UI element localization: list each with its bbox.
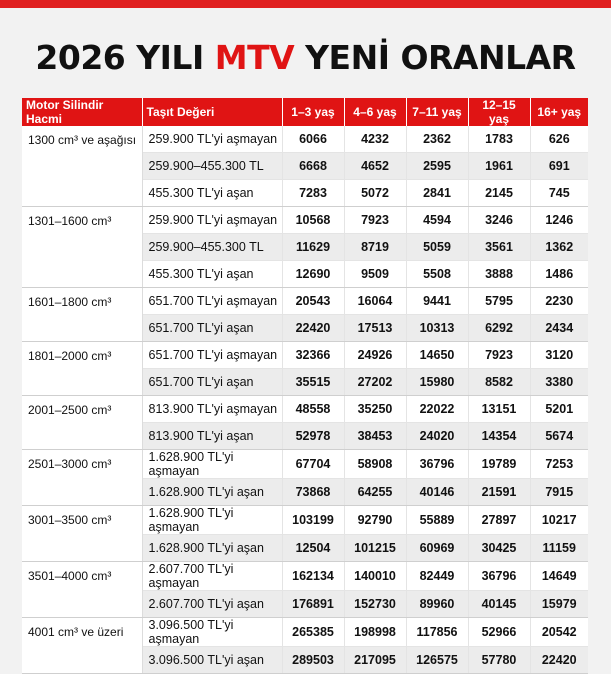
- engine-volume-cell: 4001 cm³ ve üzeri: [22, 618, 142, 674]
- header-age-16-plus: 16+ yaş: [530, 98, 588, 126]
- tax-amount-cell: 5795: [468, 288, 530, 315]
- tax-amount-cell: 103199: [282, 506, 344, 535]
- tax-amount-cell: 5072: [344, 180, 406, 207]
- tax-amount-cell: 15980: [406, 369, 468, 396]
- engine-volume-cell: 3501–4000 cm³: [22, 562, 142, 618]
- tax-amount-cell: 30425: [468, 535, 530, 562]
- tax-amount-cell: 36796: [468, 562, 530, 591]
- tax-amount-cell: 21591: [468, 479, 530, 506]
- tax-amount-cell: 20542: [530, 618, 588, 647]
- tax-amount-cell: 22420: [282, 315, 344, 342]
- tax-amount-cell: 58908: [344, 450, 406, 479]
- tax-amount-cell: 4652: [344, 153, 406, 180]
- tax-amount-cell: 11629: [282, 234, 344, 261]
- title-suffix: YENİ ORANLAR: [305, 38, 576, 77]
- tax-amount-cell: 52966: [468, 618, 530, 647]
- title-year: 2026 YILI: [35, 38, 204, 77]
- tax-amount-cell: 24926: [344, 342, 406, 369]
- tax-amount-cell: 82449: [406, 562, 468, 591]
- tax-amount-cell: 89960: [406, 591, 468, 618]
- engine-volume-cell: 3001–3500 cm³: [22, 506, 142, 562]
- tax-amount-cell: 12504: [282, 535, 344, 562]
- table-row: [22, 506, 588, 535]
- tax-amount-cell: 6066: [282, 126, 344, 153]
- vehicle-value-cell: 651.700 TL'yi aşmayan: [142, 288, 282, 315]
- tax-amount-cell: 101215: [344, 535, 406, 562]
- tax-amount-cell: 5059: [406, 234, 468, 261]
- header-age-1-3: 1–3 yaş: [282, 98, 344, 126]
- vehicle-value-cell: 651.700 TL'yi aşan: [142, 315, 282, 342]
- tax-amount-cell: 5508: [406, 261, 468, 288]
- tax-amount-cell: 176891: [282, 591, 344, 618]
- tax-amount-cell: 117856: [406, 618, 468, 647]
- tax-amount-cell: 6668: [282, 153, 344, 180]
- table-row: [22, 288, 588, 315]
- tax-amount-cell: 265385: [282, 618, 344, 647]
- header-age-4-6: 4–6 yaş: [344, 98, 406, 126]
- tax-amount-cell: 12690: [282, 261, 344, 288]
- tax-amount-cell: 217095: [344, 647, 406, 674]
- tax-amount-cell: 1486: [530, 261, 588, 288]
- engine-volume-cell: 1300 cm³ ve aşağısı: [22, 126, 142, 207]
- tax-amount-cell: 745: [530, 180, 588, 207]
- table-row: [22, 396, 588, 423]
- vehicle-value-cell: 455.300 TL'yi aşan: [142, 261, 282, 288]
- tax-amount-cell: 27202: [344, 369, 406, 396]
- tax-amount-cell: 67704: [282, 450, 344, 479]
- tax-amount-cell: 22022: [406, 396, 468, 423]
- tax-amount-cell: 27897: [468, 506, 530, 535]
- tax-amount-cell: 2595: [406, 153, 468, 180]
- tax-amount-cell: 1783: [468, 126, 530, 153]
- vehicle-value-cell: 651.700 TL'yi aşan: [142, 369, 282, 396]
- tax-amount-cell: 52978: [282, 423, 344, 450]
- engine-volume-cell: 2001–2500 cm³: [22, 396, 142, 450]
- table-row: [22, 342, 588, 369]
- tax-amount-cell: 1246: [530, 207, 588, 234]
- tax-amount-cell: 38453: [344, 423, 406, 450]
- tax-amount-cell: 7253: [530, 450, 588, 479]
- vehicle-value-cell: 1.628.900 TL'yi aşan: [142, 535, 282, 562]
- tax-amount-cell: 289503: [282, 647, 344, 674]
- tax-amount-cell: 3380: [530, 369, 588, 396]
- tax-amount-cell: 11159: [530, 535, 588, 562]
- tax-amount-cell: 4232: [344, 126, 406, 153]
- tax-amount-cell: 2230: [530, 288, 588, 315]
- table-row: [22, 450, 588, 479]
- page-title: [0, 38, 611, 77]
- vehicle-value-cell: 259.900 TL'yi aşmayan: [142, 126, 282, 153]
- tax-amount-cell: 55889: [406, 506, 468, 535]
- tax-amount-cell: 3888: [468, 261, 530, 288]
- tax-amount-cell: 626: [530, 126, 588, 153]
- tax-amount-cell: 198998: [344, 618, 406, 647]
- vehicle-value-cell: 259.900–455.300 TL: [142, 153, 282, 180]
- mtv-rate-table: [22, 98, 588, 674]
- tax-amount-cell: 2434: [530, 315, 588, 342]
- tax-amount-cell: 14650: [406, 342, 468, 369]
- vehicle-value-cell: 2.607.700 TL'yi aşmayan: [142, 562, 282, 591]
- tax-amount-cell: 36796: [406, 450, 468, 479]
- engine-volume-cell: 2501–3000 cm³: [22, 450, 142, 506]
- tax-amount-cell: 9509: [344, 261, 406, 288]
- table-row: [22, 618, 588, 647]
- tax-amount-cell: 19789: [468, 450, 530, 479]
- tax-amount-cell: 9441: [406, 288, 468, 315]
- table-row: [22, 562, 588, 591]
- tax-amount-cell: 40146: [406, 479, 468, 506]
- tax-amount-cell: 14649: [530, 562, 588, 591]
- vehicle-value-cell: 651.700 TL'yi aşmayan: [142, 342, 282, 369]
- vehicle-value-cell: 259.900–455.300 TL: [142, 234, 282, 261]
- engine-volume-cell: 1301–1600 cm³: [22, 207, 142, 288]
- vehicle-value-cell: 1.628.900 TL'yi aşan: [142, 479, 282, 506]
- header-age-12-15: 12–15 yaş: [468, 98, 530, 126]
- tax-amount-cell: 7283: [282, 180, 344, 207]
- tax-amount-cell: 1961: [468, 153, 530, 180]
- vehicle-value-cell: 813.900 TL'yi aşan: [142, 423, 282, 450]
- tax-amount-cell: 5201: [530, 396, 588, 423]
- table-body: [22, 126, 588, 674]
- tax-amount-cell: 32366: [282, 342, 344, 369]
- tax-amount-cell: 60969: [406, 535, 468, 562]
- table-row: [22, 126, 588, 153]
- title-accent: MTV: [214, 38, 295, 77]
- tax-amount-cell: 7923: [344, 207, 406, 234]
- vehicle-value-cell: 3.096.500 TL'yi aşmayan: [142, 618, 282, 647]
- tax-amount-cell: 5674: [530, 423, 588, 450]
- top-accent-bar: [0, 0, 611, 8]
- vehicle-value-cell: 1.628.900 TL'yi aşmayan: [142, 506, 282, 535]
- vehicle-value-cell: 813.900 TL'yi aşmayan: [142, 396, 282, 423]
- tax-amount-cell: 2362: [406, 126, 468, 153]
- tax-amount-cell: 14354: [468, 423, 530, 450]
- tax-amount-cell: 40145: [468, 591, 530, 618]
- tax-amount-cell: 10217: [530, 506, 588, 535]
- tax-amount-cell: 10313: [406, 315, 468, 342]
- tax-amount-cell: 7915: [530, 479, 588, 506]
- tax-amount-cell: 1362: [530, 234, 588, 261]
- tax-amount-cell: 13151: [468, 396, 530, 423]
- engine-volume-cell: 1801–2000 cm³: [22, 342, 142, 396]
- vehicle-value-cell: 3.096.500 TL'yi aşan: [142, 647, 282, 674]
- tax-amount-cell: 16064: [344, 288, 406, 315]
- tax-amount-cell: 64255: [344, 479, 406, 506]
- tax-amount-cell: 35250: [344, 396, 406, 423]
- table-row: [22, 207, 588, 234]
- tax-amount-cell: 140010: [344, 562, 406, 591]
- tax-amount-cell: 57780: [468, 647, 530, 674]
- tax-amount-cell: 6292: [468, 315, 530, 342]
- vehicle-value-cell: 455.300 TL'yi aşan: [142, 180, 282, 207]
- header-vehicle-value: Taşıt Değeri: [142, 98, 282, 126]
- tax-amount-cell: 3561: [468, 234, 530, 261]
- header-age-7-11: 7–11 yaş: [406, 98, 468, 126]
- tax-amount-cell: 3120: [530, 342, 588, 369]
- tax-amount-cell: 7923: [468, 342, 530, 369]
- tax-amount-cell: 73868: [282, 479, 344, 506]
- tax-amount-cell: 152730: [344, 591, 406, 618]
- tax-amount-cell: 10568: [282, 207, 344, 234]
- tax-amount-cell: 2841: [406, 180, 468, 207]
- vehicle-value-cell: 2.607.700 TL'yi aşan: [142, 591, 282, 618]
- vehicle-value-cell: 259.900 TL'yi aşmayan: [142, 207, 282, 234]
- vehicle-value-cell: 1.628.900 TL'yi aşmayan: [142, 450, 282, 479]
- tax-amount-cell: 15979: [530, 591, 588, 618]
- tax-amount-cell: 8719: [344, 234, 406, 261]
- engine-volume-cell: 1601–1800 cm³: [22, 288, 142, 342]
- tax-amount-cell: 20543: [282, 288, 344, 315]
- tax-amount-cell: 4594: [406, 207, 468, 234]
- tax-amount-cell: 22420: [530, 647, 588, 674]
- tax-amount-cell: 3246: [468, 207, 530, 234]
- tax-amount-cell: 24020: [406, 423, 468, 450]
- tax-amount-cell: 17513: [344, 315, 406, 342]
- tax-amount-cell: 35515: [282, 369, 344, 396]
- tax-amount-cell: 92790: [344, 506, 406, 535]
- header-engine-volume: Motor Silindir Hacmi: [22, 98, 142, 126]
- tax-amount-cell: 162134: [282, 562, 344, 591]
- tax-amount-cell: 48558: [282, 396, 344, 423]
- table-header-row: [22, 98, 588, 126]
- tax-amount-cell: 691: [530, 153, 588, 180]
- tax-amount-cell: 2145: [468, 180, 530, 207]
- tax-amount-cell: 126575: [406, 647, 468, 674]
- tax-amount-cell: 8582: [468, 369, 530, 396]
